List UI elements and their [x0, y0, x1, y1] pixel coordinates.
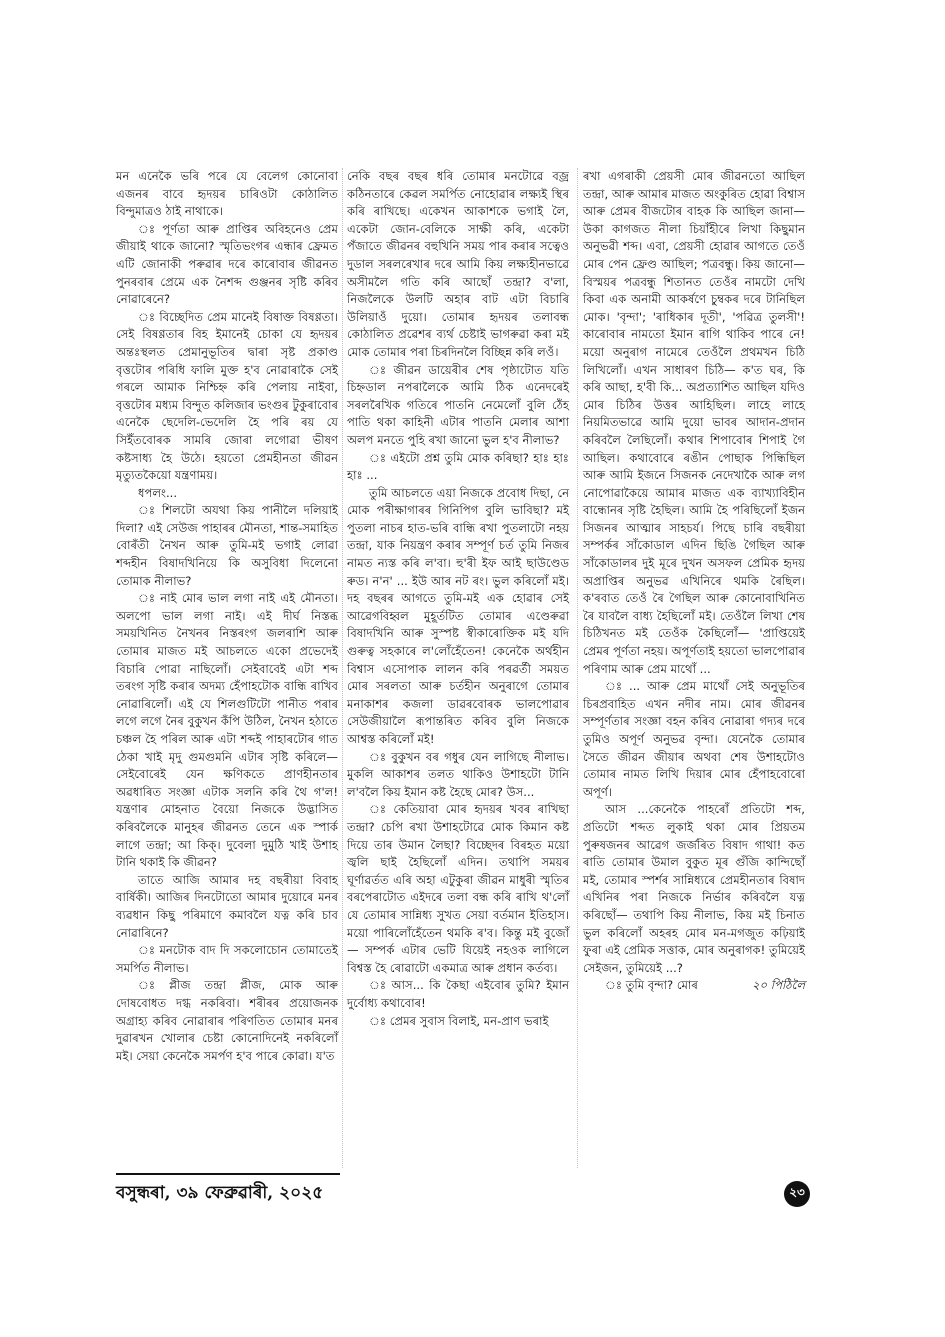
article-paragraph: [116, 168, 338, 221]
page-number-badge: ২৩: [784, 1181, 810, 1207]
paragraph-text: ঃ পূৰ্ণতা আৰু প্ৰাপ্তিৰ অবিহনেও প্ৰেম জীয়াই থাকে জানো? স্মৃতিভংগৰ এন্ধাৰ ফ্ৰেমত এটি জোনাকী পৰুৱাৰ দৰে কাৰোবাৰ জীৱনত পুনৰবাৰ প্ৰেমে এক নৈশব্দ গুঞ্জনৰ সৃষ্টি কৰিব নোৱাৰেনে?: [116, 221, 338, 307]
footer-rule: [116, 1173, 340, 1175]
paragraph-text: মন এনেকৈ ভৰি পৰে যে বেলেগ কোনোবা এজনৰ বাবে হৃদয়ৰ চাৰিওটা কোঠালিত বিন্দুমাত্ৰও ঠাই নাথাকে।: [116, 169, 338, 219]
article-paragraph: [116, 590, 338, 872]
paragraph-text: ঃ ... আৰু প্ৰেম মাথোঁ সেই অনুভূতিৰ চিৰপ্ৰবাহিত এখন নদীৰ নাম। মোৰ জীৱনৰ সম্পূৰ্ণতাৰ সংজ্ঞা বহন কৰিব নোৱাৰা গদ্যৰ দৰে তুমিও অপূৰ্ণ অনুভৱ বৃন্দা। যেনেকৈ তোমাৰ সৈতে জীৱন জীয়াৰ অথবা শেষ উশাহটোও তোমাৰ নামত লিখি দিয়াৰ মোৰ হেঁপাহবোৰো অপূৰ্ণ।: [583, 679, 805, 799]
article-paragraph: [347, 168, 569, 362]
article-paragraph: [583, 801, 805, 977]
article-paragraph: [583, 678, 805, 801]
paragraph-text: ঃ নাই মোৰ ভাল লগা নাই এই মৌনতা। অলপো ভাল লগা নাই। এই দীৰ্ঘ নিস্তব্ধ সময়খিনিত নৈখনৰ নিস্তৰংগ জলৰাশি আৰু তোমাৰ মাজত মই আচলতে একো প্ৰভেদেই বিচাৰি পোৱা নাছিলোঁ। সেইবাবেই এটা শব্দ তৰংগ সৃষ্টি কৰাৰ অদম্য হেঁপাহটোক বান্ধি ৰাখিব নোৱাৰিলোঁ। এই যে শিলগুটিটো পানীত পৰাৰ লগে লগে নৈৰ বুকুখন কঁপি উঠিল, নৈখন হঠাতে চঞ্চল হৈ পৰিল আৰু এটা শব্দই পাহাৰটোৰ গাত ঠেকা খাই মৃদু গুমগুমনি এটাৰ সৃষ্টি কৰিলে— সেইবোৰেই যেন ক্ষণিকতে প্ৰাণহীনতাৰ অৱধাৰিত সংজ্ঞা এটাক সলনি কৰি থৈ গ'ল! যন্ত্ৰণাৰ মোহনাত বৈয়ো নিজকে উদ্ভাসিত কৰিবলৈকে মানুহৰ জীৱনত তেনে এক স্পাৰ্ক লাগে তন্দ্ৰা; আ কিক্। দুবেলা দুমুঠি খাই উশাহ টানি থকাই কি জীৱন?: [116, 591, 338, 870]
article-paragraph: [347, 362, 569, 450]
paragraph-text: ঃ আস... কি কৈছা এইবোৰ তুমি? ইমান দুৰ্বোধ্য কথাবোৰ!: [347, 978, 569, 1010]
paragraph-text: তাতে আজি আমাৰ দহ বছৰীয়া বিবাহ বাৰ্ষিকী। আজিৰ দিনটোতো আমাৰ দুয়োৰে মনৰ ব্যৱধান কিছু পৰিমাণে কমাবলৈ যত্ন কৰি চাব নোৱাৰিনে?: [116, 872, 338, 940]
article-paragraph: [347, 749, 569, 802]
column-divider: [342, 168, 343, 1168]
magazine-footer-title: বসুন্ধৰা, ৩৯ ফেব্ৰুৱাৰী, ২০২৫: [116, 1183, 324, 1203]
continued-on-page-note: ২০ পিঠিলৈ: [752, 978, 805, 993]
article-column-3: [583, 168, 805, 995]
paragraph-text: ঃ এইটো প্ৰশ্ন তুমি মোক কৰিছা? হাঃ হাঃ হাঃ ...: [347, 450, 569, 483]
article-column-2: [347, 168, 569, 1030]
paragraph-text: ঃ জীৱন ডায়েৰীৰ শেষ পৃষ্ঠাটোত যতি চিহ্নডাল নপৰালৈকে আমি ঠিক এনেদৰেই সৰলৰৈখিক গতিৰে পাতনি নেমেলোঁ বুলি ঠেঁহ পাতি থকা কাহিনী এটাৰ পাতনি মেলাৰ আশা অলপ মনতে পুহি ৰখা জানো ভুল হ'ব নীলাভ?: [347, 362, 569, 447]
article-paragraph: [347, 977, 569, 1012]
article-paragraph: [116, 942, 338, 977]
paragraph-text: ঃ তুমি বৃন্দা? মোৰ: [605, 978, 698, 993]
paragraph-text: ঃ বিচ্ছেদিত প্ৰেম মানেই বিষাক্ত বিষণ্ণতা। সেই বিষণ্ণতাৰ বিহ ইমানেই চোকা যে হৃদয়ৰ অন্তঃস্থলত প্ৰেমানুভূতিৰ দ্বাৰা সৃষ্ট প্ৰকাণ্ড বৃত্তটোৰ পৰিধি ফালি মুক্ত হ'ব নোৱাৰাকৈ সেই গৰলে আমাক নিশ্চিহ্ন কৰি পেলায় নাইবা, বৃত্তটোৰ মধ্যম বিন্দুত কলিজাৰ ভংগুৰ টুকুৰাবোৰ এনেকৈ ছেদেলি-ভেদেলি হৈ পৰি ৰয় যে সিইঁতবোৰক সামৰি জোৰা লগোৱা ভীষণ কষ্টসাধ্য হৈ উঠে। হয়তো প্ৰেমহীনতা জীৱন মৃত্যুতকৈয়ো যন্ত্ৰণাময়।: [116, 309, 338, 483]
article-paragraph: [347, 485, 569, 749]
article-paragraph: [583, 168, 805, 678]
article-paragraph: [116, 309, 338, 485]
article-paragraph: [116, 872, 338, 942]
paragraph-text: ঃ প্ৰেমৰ সুবাস বিলাই, মন-প্ৰাণ ভৰাই: [369, 1013, 549, 1028]
article-paragraph: [116, 221, 338, 309]
article-column-1: [116, 168, 338, 1065]
article-paragraph: [583, 977, 805, 995]
paragraph-text: ঃ শিলটো অযথা কিয় পানীলৈ দলিয়াই দিলা? এই সেউজ পাহাৰৰ মৌনতা, শান্ত-সমাহিত বোৰঁতী নৈখন আৰু তুমি-মই ভগাই লোৱা শব্দহীন বিষাদখিনিয়ে কি অসুবিধা দিলেনো তোমাক নীলাভ?: [116, 503, 338, 588]
paragraph-text: তুমি আচলতে এয়া নিজকে প্ৰবোধ দিছা, নে মোক পৰীক্ষাগাৰৰ গিনিপিগ বুলি ভাবিছা? মই পুতলা নাচৰ হাত-ভৰি বান্ধি ৰখা পুতলাটো নহয় তন্দ্ৰা, যাক নিয়ন্ত্ৰণ কৰাৰ সম্পূৰ্ণ চৰ্ত তুমি নিজৰ নামত ন্যস্ত কৰি ল'বা। হু'ৰী ইফ আই ছাউণ্ডেড ৰুড। ন'ন' ... ইউ আৰ নট ৰং। ভুল কৰিলোঁ মই। দহ বছৰৰ আগতে তুমি-মই এক হোৱাৰ সেই আৱেগবিহ্বল মুহূৰ্তটিত তোমাৰ এণ্ডেৰুৱা বিষাদখিনি আৰু সুস্পষ্ট স্বীকাৰোক্তিক মই যদি গুৰুত্ব সহকাৰে ল'লোঁহেঁতেন! কেনেকৈ অৰ্থহীন বিশ্বাস এসোপাক লালন কৰি পৰৱৰ্তী সময়ত মোৰ সৰলতা আৰু চৰ্তহীন অনুৰাগে তোমাৰ মনাকাশৰ কজলা ডাৱৰবোৰক ভালপোৱাৰ সেউজীয়ালৈ ৰূপান্তৰিত কৰিব বুলি নিজকে আশ্বস্ত কৰিলোঁ মই!: [347, 485, 569, 746]
article-paragraph: [347, 1013, 569, 1031]
column-divider: [577, 168, 578, 1168]
paragraph-text: ঃ প্লীজ তন্দ্ৰা প্লীজ, মোক আৰু দোষবোধত দগ্ধ নকৰিবা। শৰীৰৰ প্ৰয়োজনক অগ্ৰাহ্য কৰিব নোৱাৰাৰ পৰিণতিত তোমাৰ মনৰ দুৱাৰখন খোলাৰ চেষ্টা কোনোদিনেই নকৰিলোঁ মই। সেয়া কেনেকৈ সমৰ্পণ হ'ব পাৰে কোৱা। য'ত: [116, 978, 338, 1063]
paragraph-text: ঃ মনটোক বাদ দি সকলোচোন তোমাতেই সমৰ্পিত নীলাভ।: [116, 943, 338, 975]
paragraph-text: নেকি বছৰ বছৰ ধৰি তোমাৰ মনটোৱে বজ্ৰ কঠিনতাৰে কেৱল সমৰ্পিত নোহোৱাৰ লক্ষ্যই স্থিৰ কৰি ৰাখিছে। একেখন আকাশকে ভগাই লৈ, একেটা জোন-বেলিকে সাক্ষী কৰি, একেটা পঁজাতে জীৱনৰ বহুখিনি সময় পাৰ কৰাৰ সত্বেও দুডাল সৰলৰেখাৰ দৰে আমি কিয় লক্ষ্যহীনভাৱে অসীমলৈ গতি কৰি আছোঁ তন্দ্ৰা? ব'লা, নিজলৈকে উলটি অহাৰ বাট এটা বিচাৰি উলিয়াওঁ দুয়ো। তোমাৰ হৃদয়ৰ তলাবন্ধ কোঠালিত প্ৰৱেশৰ ব্যৰ্থ চেষ্টাই ভাগৰুৱা কৰা মই মোক তোমাৰ পৰা চিৰদিনলৈ বিচ্ছিন্ন কৰি লওঁ।: [347, 169, 569, 359]
article-paragraph: [116, 977, 338, 1065]
paragraph-text: আস ...কেনেকৈ পাহৰোঁ প্ৰতিটো শব্দ, প্ৰতিটো শব্দত লুকাই থকা মোৰ প্ৰিয়তম পুৰুষজনৰ আৱেগ জৰ্জৰিত বিষাদ গাথা! কত ৰাতি তোমাৰ উমাল বুকুত মূৰ গুঁজি কান্দিছোঁ মই, তোমাৰ স্পৰ্শৰ সান্নিধ্যৰে প্ৰেমহীনতাৰ বিষাদ এখিনিৰ পৰা নিজকে নিৰ্ভাৰ কৰিবলৈ যত্ন কৰিছোঁ— তথাপি কিয় নীলাভ, কিয় মই চিনাত ভুল কৰিলোঁ অহৰহ মোৰ মন-মগজুত কঢ়িয়াই ফুৰা এই প্ৰেমিক সত্তাক, মোৰ অনুৰাগক! তুমিয়েই সেইজন, তুমিয়েই ...?: [583, 802, 805, 975]
article-paragraph: [116, 485, 338, 503]
article-paragraph: [347, 801, 569, 977]
article-paragraph: [116, 502, 338, 590]
paragraph-text: ঃ কেতিয়াবা মোৰ হৃদয়ৰ খবৰ ৰাখিছা তন্দ্ৰা? চেপি ৰখা উশাহটোৱে মোক কিমান কষ্ট দিয়ে তাৰ উমান লৈছা? বিচ্ছেদৰ বিৰহত ময়ো জ্বলি ছাই হৈছিলোঁ এদিন। তথাপি সময়ৰ ঘূৰ্ণাৱৰ্তত এৰি অহা এটুকুৰা জীৱন মাধুৰী স্মৃতিৰ বৰপেৰাটোত এইদৰে তলা বন্ধ কৰি ৰাখি থ'লোঁ যে তোমাৰ সান্নিধ্য সুখত সেয়া বৰ্তমান ইতিহাস। ময়ো পাৰিলোঁহেঁতেন থমকি ৰ'ব। কিন্তু মই বুজোঁ— সম্পৰ্ক এটাৰ ভেটি যিয়েই নহওক লাগিলে বিশ্বস্ত হৈ ৰোৱাটো একমাত্ৰ আৰু প্ৰধান কৰ্তব্য।: [347, 802, 569, 975]
paragraph-text: ঃ বুকুখন বৰ গধুৰ যেন লাগিছে নীলাভ। মুকলি আকাশৰ তলত থাকিও উশাহটো টানি ল'বলৈ কিয় ইমান কষ্ট হৈছে মোৰ? উস...: [347, 749, 569, 799]
paragraph-text: ৰখা এগৰাকী প্ৰেয়সী মোৰ জীৱনতো আছিল তন্দ্ৰা, আৰু আমাৰ মাজত অংকুৰিত হোৱা বিশ্বাস আৰু প্ৰেমৰ বীজটোৰ বাহক কি আছিল জানা— উকা কাগজত নীলা চিয়াঁহীৰে লিখা কিছুমান অনুভৱী শব্দ। এবা, প্ৰেয়সী হোৱাৰ আগতে তেওঁ মোৰ পেন ফ্ৰেণ্ড আছিল; পত্ৰবন্ধু। কিয় জানো— বিস্ময়ৰ পত্ৰবন্ধু শিতানত তেওঁৰ নামটো দেখি কিবা এক অনামী আকৰ্ষণে চুম্বকৰ দৰে টানিছিল মোক। 'বৃন্দা'; 'ৰাধিকাৰ দূতী', 'পৱিত্ৰ তুলসী'! কাৰোবাৰ নামতো ইমান ৰাগি থাকিব পাৰে নে! ময়ো অনুৰাগ নামেৰে তেওঁলৈ প্ৰথমখন চিঠি লিখিলোঁ। এখন সাধাৰণ চিঠি— ক'ত ঘৰ, কি কৰি আছা, হ'বী কি... অপ্ৰত্যাশিত আছিল যদিও মোৰ চিঠিৰ উত্তৰ আহিছিল। লাহে লাহে নিয়মিতভাৱে আমি দুয়ো ভাবৰ আদান-প্ৰদান কৰিবলৈ লৈছিলোঁ। কথাৰ শিপাবোৰ শিপাই গৈ আছিল। কথাবোৰে ৰঙীন পোছাক পিন্ধিছিল আৰু আমি ইজনে সিজনক নেদেখাকৈ আৰু লগ নোপোৱাকৈয়ে আমাৰ মাজত এক ব্যাখ্যাবিহীন বান্ধোনৰ সৃষ্টি হৈছিল। আমি হৈ পৰিছিলোঁ ইজন সিজনৰ আত্মাৰ সাহচৰ্য। পিছে চাৰি বছৰীয়া সম্পৰ্কৰ সাঁকোডাল এদিন ছিঙি গৈছিল আৰু সাঁকোডালৰ দুই মূৰে দুখন অসফল প্ৰেমিক হৃদয় অপ্ৰাপ্তিৰ অনুভৱ এখিনিৰে থমকি ৰৈছিল। ক'ৰবাত তেওঁ ৰৈ গৈছিল আৰু কোনোবাখিনিত ৰৈ যাবলৈ বাধ্য হৈছিলোঁ মই। তেওঁলৈ লিখা শেষ চিঠিখনত মই তেওঁক কৈছিলোঁ— 'প্ৰাপ্তিয়েই প্ৰেমৰ পূৰ্ণতা নহয়। অপূৰ্ণতাই হয়তো ভালপোৱাৰ পৰিণাম আৰু প্ৰেম মাথোঁ ...: [583, 169, 805, 676]
article-paragraph: [347, 450, 569, 485]
paragraph-text: ধপলং...: [138, 485, 178, 500]
